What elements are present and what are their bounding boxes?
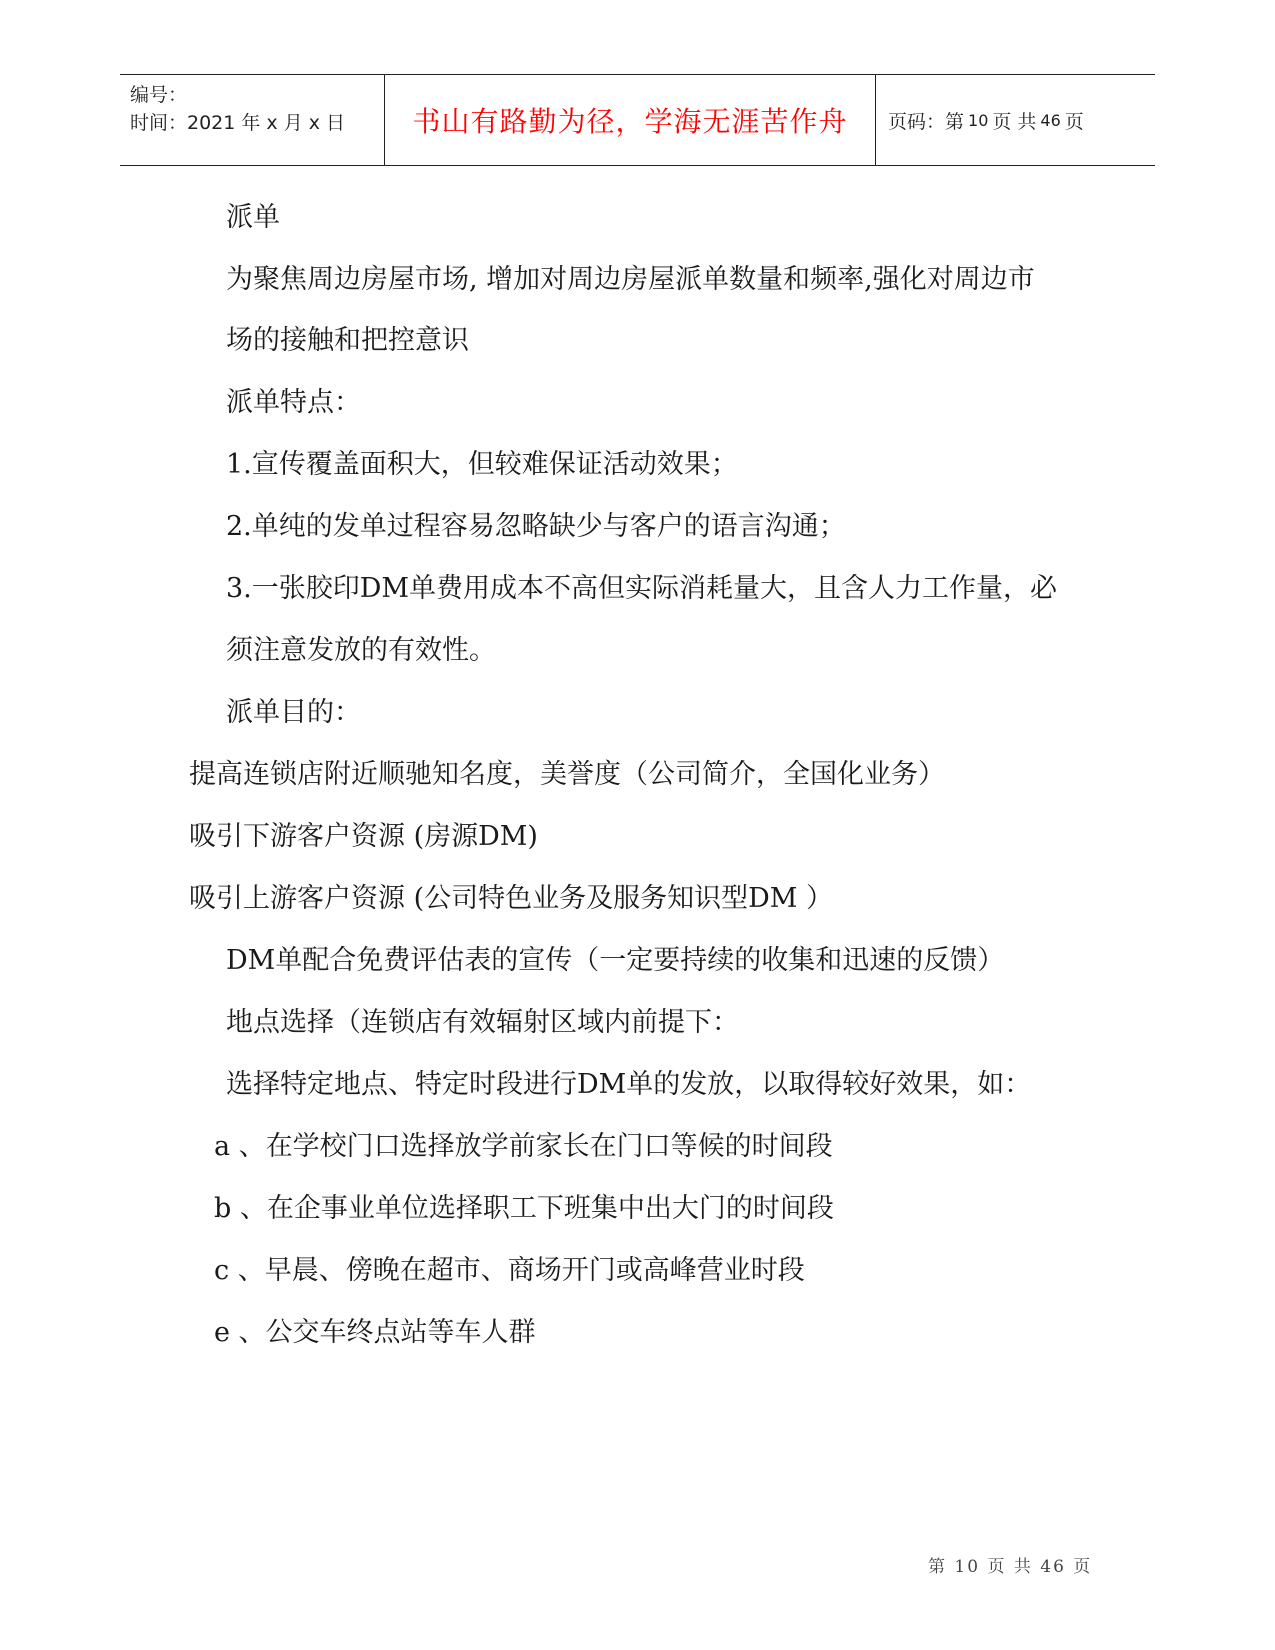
list-item: a 、在学校门口选择放学前家长在门口等候的时间段 (214, 1131, 833, 1162)
paragraph-line: 吸引下游客户资源 (房源DM) (189, 821, 538, 852)
list-item: 2.单纯的发单过程容易忽略缺少与客户的语言沟通； (226, 511, 846, 542)
paragraph-line: 吸引上游客户资源 (公司特色业务及服务知识型DM ） (189, 883, 833, 914)
page-footer: 第 10 页 共 46 页 (928, 1557, 1093, 1577)
document-time-label: 时间：2021 年 x 月 x 日 (130, 112, 346, 134)
list-item: e 、公交车终点站等车人群 (214, 1317, 536, 1348)
paragraph-line: 场的接触和把控意识 (226, 325, 469, 356)
page-total: 46 (1040, 110, 1061, 130)
paragraph-line: 须注意发放的有效性。 (226, 635, 496, 666)
paragraph-line: 提高连锁店附近顺驰知名度，美誉度（公司简介，全国化业务） (189, 759, 945, 790)
paragraph-line: DM单配合免费评估表的宣传（一定要持续的收集和迅速的反馈） (226, 945, 1005, 976)
list-item: b 、在企事业单位选择职工下班集中出大门的时间段 (214, 1193, 834, 1224)
paragraph-line: 地点选择（连锁店有效辐射区域内前提下： (226, 1007, 739, 1038)
paragraph-line: 为聚焦周边房屋市场, 增加对周边房屋派单数量和频率,强化对周边市 (226, 264, 1035, 295)
section-heading-purpose: 派单目的： (226, 697, 361, 728)
paragraph-line: 选择特定地点、特定时段进行DM单的发放，以取得较好效果，如： (226, 1069, 1032, 1100)
section-heading-dispatch: 派单 (226, 202, 280, 233)
list-item: c 、早晨、傍晚在超市、商场开门或高峰营业时段 (214, 1255, 805, 1286)
section-heading-features: 派单特点： (226, 387, 361, 418)
page-mid: 页 共 (992, 110, 1037, 133)
page-current: 10 (968, 110, 989, 130)
list-item: 3.一张胶印DM单费用成本不高但实际消耗量大，且含人力工作量，必 (226, 573, 1058, 604)
document-number-label: 编号： (130, 84, 188, 106)
list-item: 1.宣传覆盖面积大，但较难保证活动效果； (226, 449, 738, 480)
page-prefix: 页码：第 (888, 110, 965, 133)
page-suffix: 页 (1064, 110, 1084, 133)
header-motto: 书山有路勤为径，学海无涯苦作舟 (412, 105, 848, 138)
